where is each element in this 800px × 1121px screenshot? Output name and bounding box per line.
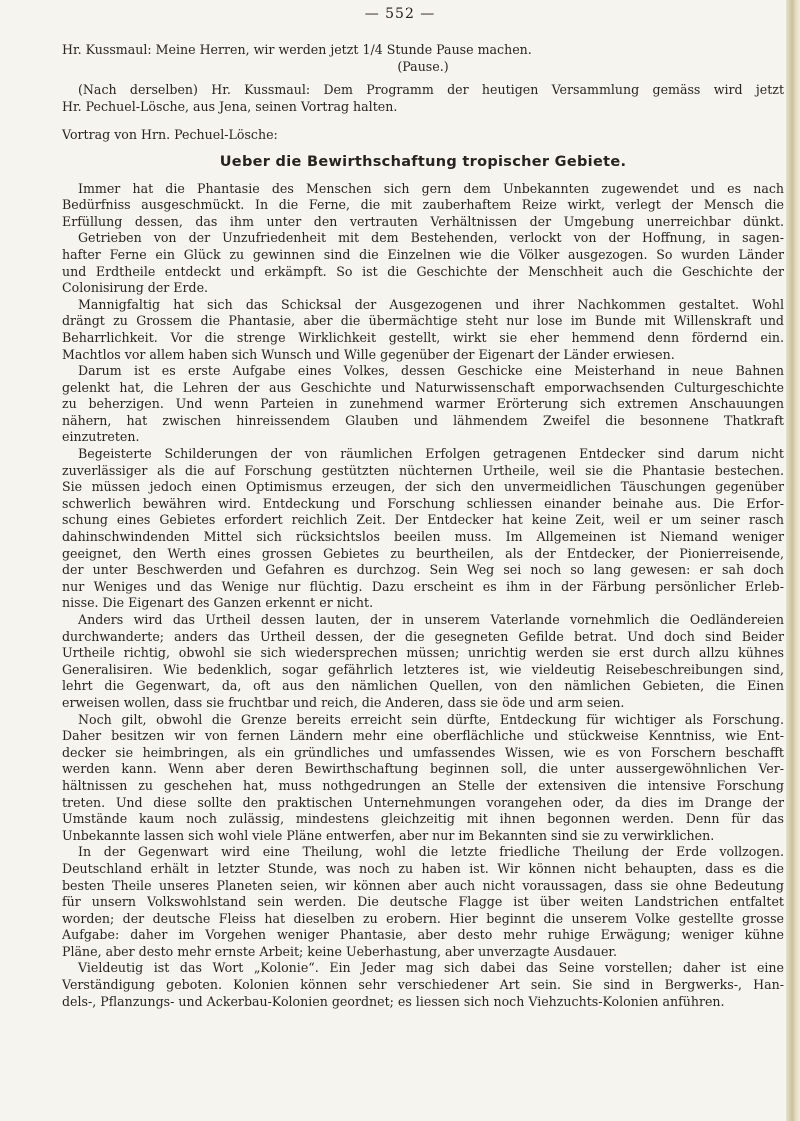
text-line: Aufgabe: daher im Vorgehen weniger Phantasie, aber desto mehr ruhige Erwägung; weniger kühne	[62, 927, 784, 943]
text-line: Unbekannte lassen sich wohl viele Pläne entwerfen, aber nur im Bekannten sind sie zu verwirklichen.	[62, 827, 715, 843]
text-line: Bedürfniss ausgeschmückt. In die Ferne, die mit zauberhaftem Reize wirkt, verlegt der Mensch die	[62, 197, 784, 213]
text-line: Begeisterte Schilderungen der von räumlichen Erfolgen getragenen Entdecker sind darum nicht	[78, 446, 784, 462]
text-line: nähern, hat zwischen hinreissendem Glauben und lähmendem Zweifel die besonnene Thatkraft	[62, 412, 784, 428]
text-line: Erfüllung dessen, das ihm unter den vertrauten Verhältnissen der Umgebung unerreichbar dünkt.	[62, 213, 784, 229]
text-line: Machtlos vor allem haben sich Wunsch und Wille gegenüber der Eigenart der Länder erwiesen.	[62, 346, 675, 362]
text-line: Immer hat die Phantasie des Menschen sich gern dem Unbekannten zugewendet und es nach	[78, 180, 784, 196]
text-line: erweisen wollen, dass sie fruchtbar und reich, die Anderen, dass sie öde und arm seien.	[62, 694, 625, 710]
page-content	[62, 42, 784, 1010]
text-line: und Erdtheile entdeckt und erkämpft. So ist die Geschichte der Menschheit auch die Geschichte der	[62, 263, 784, 279]
text-line: nisse. Die Eigenart des Ganzen erkennt er nicht.	[62, 595, 374, 611]
text-line: der unter Beschwerden und Gefahren es durchzog. Sein Weg sei noch so lang gewesen: er sah doch	[62, 562, 784, 578]
text-line: treten. Und diese sollte den praktischen Unternehmungen vorangehen oder, da dies im Drange der	[62, 794, 784, 810]
text-line: schung eines Gebietes erfordert reichlich Zeit. Der Entdecker hat keine Zeit, weil er um seiner rasch	[62, 512, 784, 528]
text-line: werden kann. Wenn aber deren Bewirthschaftung beginnen soll, die unter aussergewöhnlichen Ver-	[62, 761, 784, 777]
text-line: Urtheile richtig, obwohl sie sich wiedersprechen müssen; unrichtig werden sie erst durch allzu kühnes	[62, 645, 784, 661]
speaker-line: Hr. Kussmaul: Meine Herren, wir werden jetzt 1/4 Stunde Pause machen.	[62, 42, 532, 57]
text-line: Darum ist es erste Aufgabe eines Volkes, dessen Geschicke eine Meisterhand in neue Bahnen	[78, 363, 784, 379]
text-line: lehrt die Gegenwart, da, oft aus den nämlichen Quellen, von den nämlichen Gebieten, die Einen	[62, 678, 784, 694]
text-line: geeignet, den Werth eines grossen Gebietes zu beurtheilen, als der Entdecker, der Pionierreisende,	[62, 545, 784, 561]
article-title: Ueber die Bewirthschaftung tropischer Gebiete.	[219, 153, 627, 170]
lecture-heading: Vortrag von Hrn. Pechuel-Lösche:	[62, 127, 278, 143]
text-line: hafter Ferne ein Glück zu gewinnen sind die Einzelnen wie die Völker ausgezogen. So wurden Länder	[62, 246, 784, 262]
text-line: Umstände kaum noch zulässig, mindestens gleichzeitig mit ihnen begonnen werden. Denn für das	[62, 811, 784, 827]
text-line: Mannigfaltig hat sich das Schicksal der Ausgezogenen und ihrer Nachkommen gestaltet. Wohl	[78, 296, 784, 312]
text-line: für unsern Volkswohlstand sein werden. Die deutsche Flagge ist über weiten Landstrichen entfaltet	[62, 894, 784, 910]
text-line: schwerlich bewähren wird. Entdeckung und Forschung schliessen einander beinahe aus. Die Erfor-	[62, 495, 784, 511]
body-text	[62, 181, 784, 1011]
text-line: Pläne, aber desto mehr ernste Arbeit; keine Ueberhastung, aber unverzagte Ausdauer.	[62, 943, 618, 959]
intro-line-cont: Hr. Pechuel-Lösche, aus Jena, seinen Vortrag halten.	[62, 98, 398, 114]
text-line: einzutreten.	[62, 429, 140, 445]
text-line: Verständigung geboten. Kolonien können sehr verschiedener Art sein. Sie sind in Bergwerks-, Han-	[62, 977, 784, 993]
text-line: zuverlässiger als die auf Forschung gestützten nüchternen Urtheile, weil sie die Phantasie bestechen.	[62, 462, 784, 478]
text-line: Vieldeutig ist das Wort „Kolonie“. Ein Jeder mag sich dabei das Seine vorstellen; daher ist eine	[78, 960, 784, 976]
text-line: Sie müssen jedoch einen Optimismus erzeugen, der sich den unvermeidlichen Täuschungen gegenüber	[62, 479, 784, 495]
text-line: durchwanderte; anders das Urtheil dessen, der die gesegneten Gefilde betrat. Und doch sind Beider	[62, 628, 784, 644]
text-line: worden; der deutsche Fleiss hat dieselben zu erobern. Hier beginnt die unserem Volke gestellte grosse	[62, 910, 784, 926]
text-line: nur Weniges und das Wenige nur flüchtig. Dazu erscheint es ihm in der Färbung persönlicher Erleb-	[62, 578, 784, 594]
text-line: Anders wird das Urtheil dessen lauten, der in unserem Vaterlande vornehmlich die Oedländereien	[78, 612, 784, 627]
intro-line: (Nach derselben) Hr. Kussmaul: Dem Programm der heutigen Versammlung gemäss wird jetzt	[78, 82, 784, 98]
text-line: Getrieben von der Unzufriedenheit mit dem Bestehenden, verlockt von der Hoffnung, in sagen-	[78, 230, 784, 246]
text-line: hältnissen zu geschehen hat, muss nothgedrungen an Stelle der extensiven die intensive Forschung	[62, 777, 784, 793]
text-line: Beharrlichkeit. Vor die strenge Wirklichkeit gestellt, wirkt sie eher hemmend denn fördernd ein.	[62, 329, 784, 345]
pause-note: (Pause.)	[397, 58, 449, 74]
text-line: Generalisiren. Wie bedenklich, sogar gefährlich letzteres ist, wie vieldeutig Reisebeschreibungen sind,	[62, 661, 784, 677]
text-line: dahinschwindenden Mittel sich rücksichtslos beeilen muss. Im Allgemeinen ist Niemand weniger	[62, 529, 784, 545]
text-line: In der Gegenwart wird eine Theilung, wohl die letzte friedliche Theilung der Erde vollzogen.	[78, 844, 784, 860]
page-edge-shadow	[786, 0, 800, 1121]
text-line: dels-, Pflanzungs- und Ackerbau-Kolonien geordnet; es liessen sich noch Viehzuchts-Kolonien anführen.	[62, 993, 725, 1009]
text-line: drängt zu Grossem die Phantasie, aber die übermächtige steht nur lose im Bunde mit Willenskraft und	[62, 313, 784, 329]
text-line: gelenkt hat, die Lehren der aus Geschichte und Naturwissenschaft emporwachsenden Culturgeschichte	[62, 379, 784, 395]
text-line: Noch gilt, obwohl die Grenze bereits erreicht sein dürfte, Entdeckung für wichtiger als Forschung.	[78, 711, 784, 727]
text-line: besten Theile unseres Planeten seien, wir können aber auch nicht voraussagen, dass sie ohne Bedeutung	[62, 877, 784, 893]
page-number: — 552 —	[364, 6, 436, 22]
text-line: Deutschland erhält in letzter Stunde, was noch zu haben ist. Wir können nicht behaupten, dass es die	[62, 860, 784, 876]
text-line: Colonisirung der Erde.	[62, 280, 209, 296]
text-line: zu beherzigen. Und wenn Parteien in zunehmend warmer Erörterung sich extremen Anschauungen	[62, 396, 784, 412]
text-line: decker sie heimbringen, als ein gründliches und umfassendes Wissen, wie es von Forschern beschafft	[62, 744, 784, 760]
text-line: Daher besitzen wir von fernen Ländern mehr eine oberflächliche und stückweise Kenntniss, wie Ent-	[62, 728, 784, 744]
